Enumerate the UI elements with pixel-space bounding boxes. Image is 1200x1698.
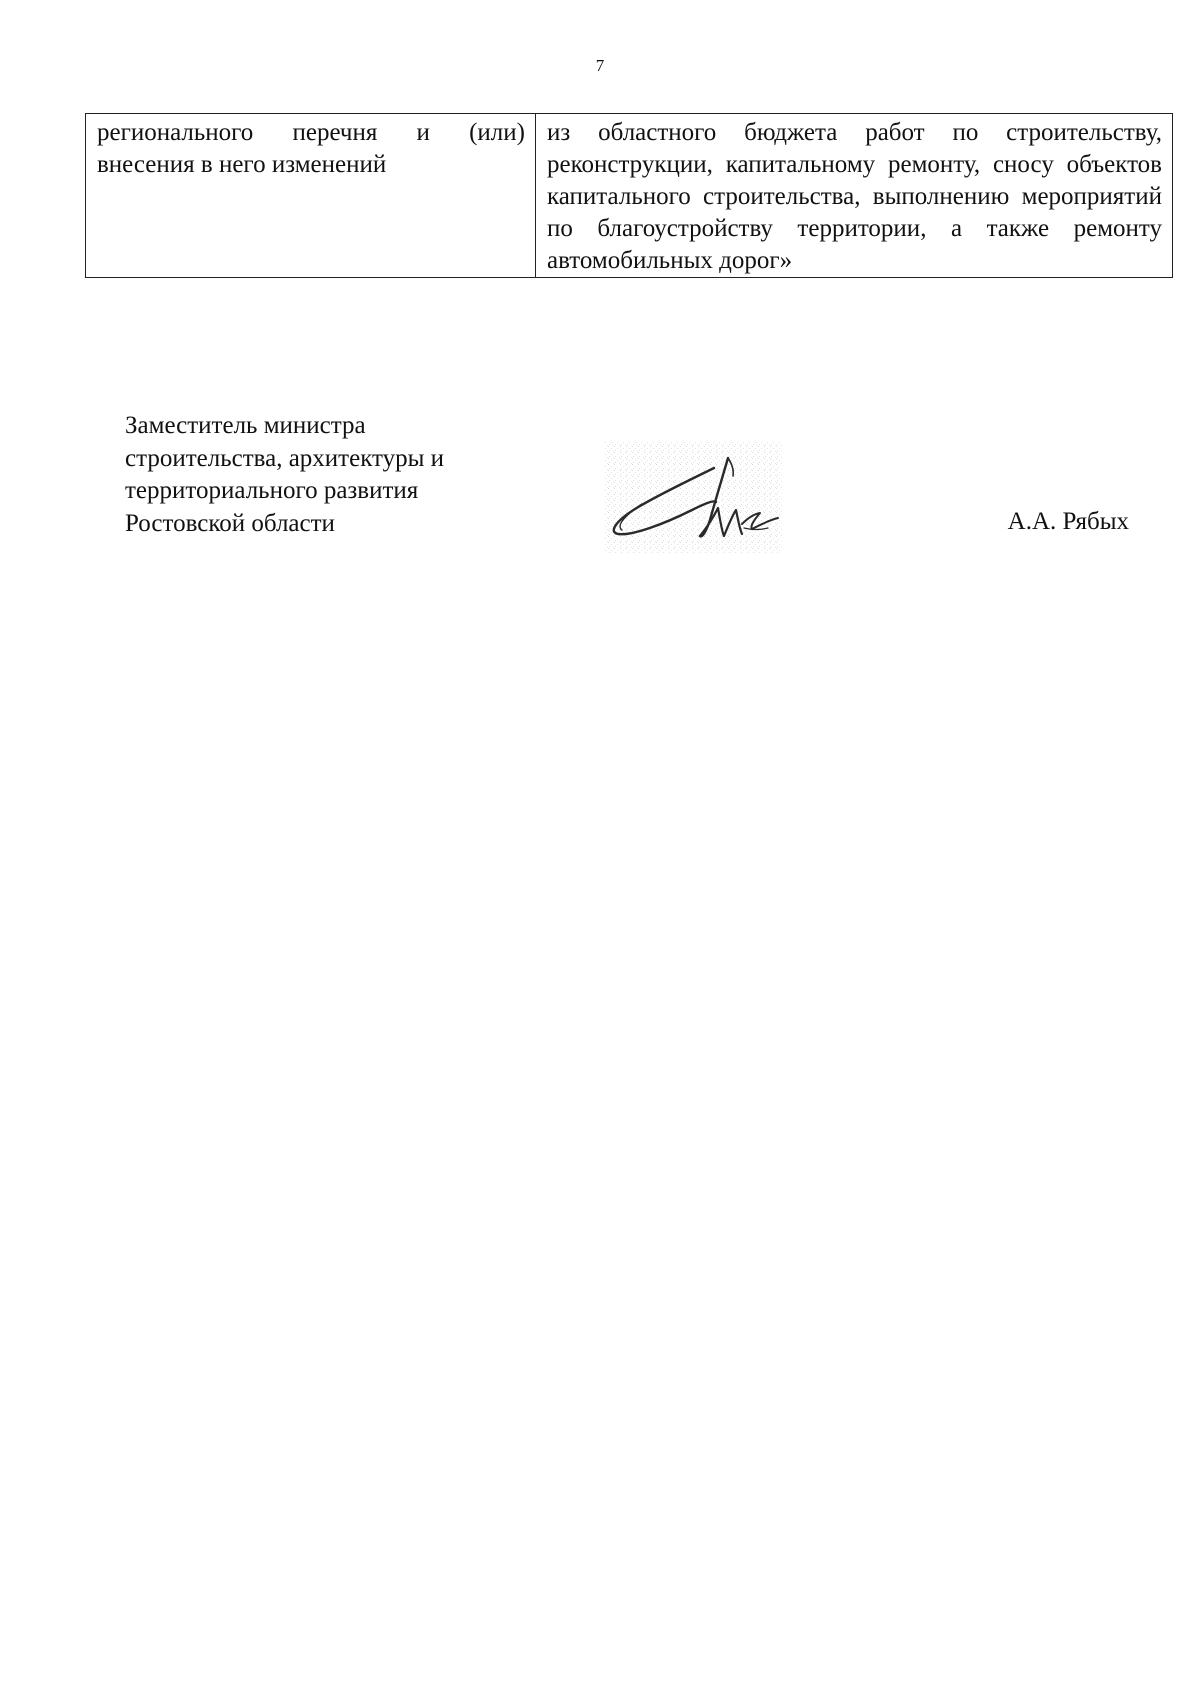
handwritten-signature-icon [602,440,784,555]
signer-position-line: территориального развития [125,477,419,504]
signer-position-line: строительства, архитектуры и [125,444,445,472]
table-row [86,114,1173,278]
table-cell-right: из областного бюджета работ по строительству, реконструкции, капитальному ремонту, сносу объектов капитального строительства, выполнению мероприятий по благоустройству территории, а также ремонту автомобильных дорог» [536,114,1173,278]
signer-name: А.А. Рябых [1007,508,1129,535]
signature-block [125,410,1129,560]
signer-position-line: Заместитель министра [125,412,366,439]
signer-position-line: Ростовской области [125,509,335,537]
signer-position [125,410,545,540]
document-table [85,113,1173,278]
page-number: 7 [595,56,605,75]
table-cell-left: регионального перечня и (или) внесения в него изменений [86,114,536,278]
